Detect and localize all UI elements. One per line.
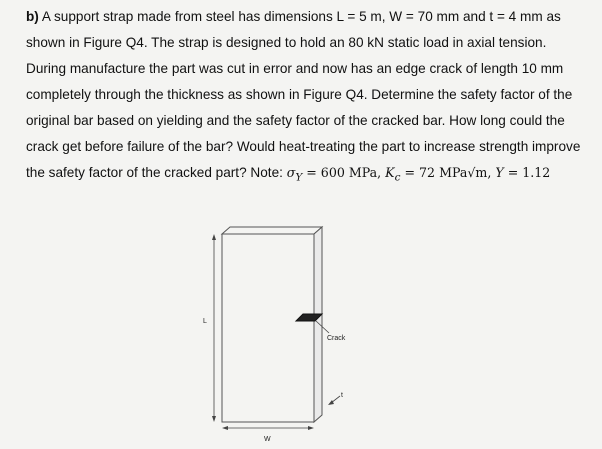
sigma-symbol: σ <box>286 165 296 180</box>
strap-front-face <box>222 234 314 422</box>
label-t: t <box>341 392 343 399</box>
label-W: W <box>264 436 271 443</box>
sigma-sub: Y <box>295 171 303 184</box>
label-crack: Crack <box>327 335 346 342</box>
k-symbol: K <box>385 165 395 180</box>
strap-side-face <box>314 227 322 422</box>
k-value: = 72 MPa√m, <box>400 165 496 180</box>
question-body: A support strap made from steel has dimensions L = 5 m, W = 70 mm and t = 4 mm as shown in Figure Q4. The strap is designed to hold an 80 kN static load in axial tension. During manufacture the part was cut in error and now has an edge crack of length 10 mm completely through the thickness as shown in Figure Q4. Determine the safety factor of the original bar based on yielding and the safety factor of the cracked bar. How long could the crack get before failure of the bar? Would heat-treating the part to increase strength improve the safety factor of the cracked part? Note: <box>26 9 581 180</box>
strap-top-face <box>222 227 322 234</box>
y-value: = 1.12 <box>503 165 551 180</box>
k-sub: c <box>394 171 401 184</box>
label-L: L <box>203 318 207 325</box>
y-symbol: Y <box>495 165 504 180</box>
part-label: b) <box>26 9 39 24</box>
sigma-value: = 600 MPa, <box>302 165 386 180</box>
